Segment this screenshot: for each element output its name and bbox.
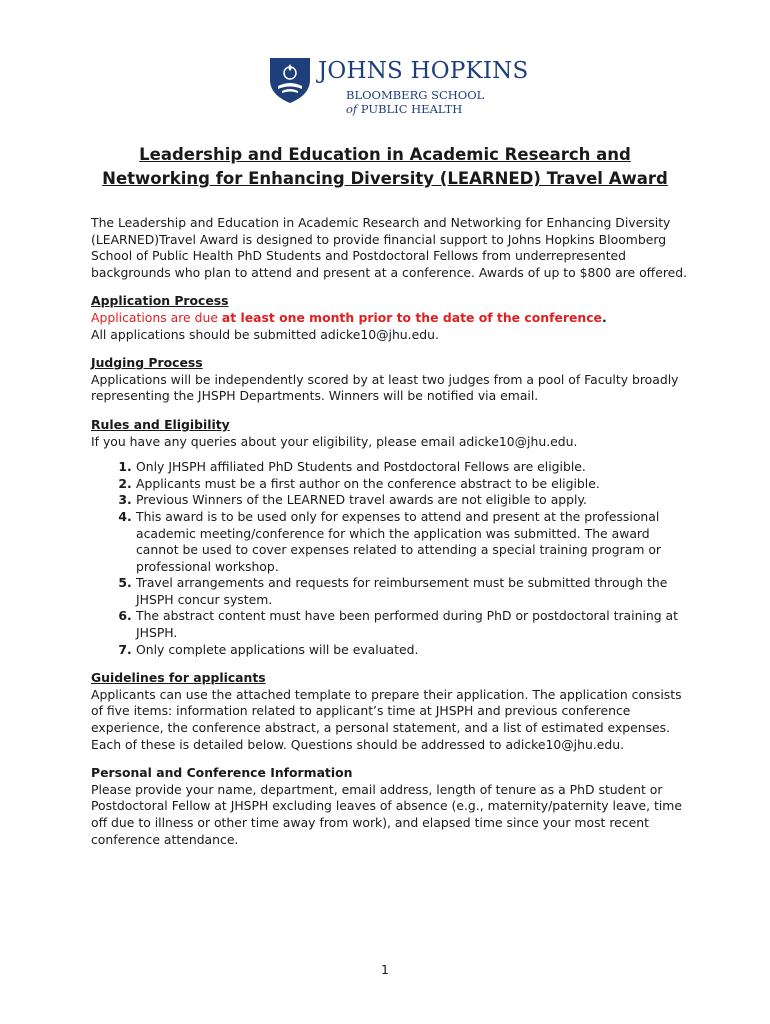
rules-intro: If you have any queries about your eligibility, please email adicke10@jhu.edu. xyxy=(91,433,578,449)
guidelines-text: Applicants can use the attached template to prepare their application. The application consists of five items: information related to applicant’s time at JHSPH and previous conference experience, the conference abstract, a personal statement, and a list of estimated expenses. Each of these is detailed below. Questions should be addressed to adicke10@jhu.edu. xyxy=(91,686,682,752)
due-period: . xyxy=(601,309,607,325)
document-body xyxy=(91,215,691,848)
application-due-text xyxy=(91,310,691,327)
logo-line-3 xyxy=(346,102,484,116)
personal-info-heading: Personal and Conference Information xyxy=(91,765,353,781)
rule-item: 3. Previous Winners of the LEARNED travel awards are not eligible to apply. xyxy=(136,492,691,509)
rules-list xyxy=(91,459,691,658)
logo-school-name xyxy=(346,88,484,116)
rule-item: 4. This award is to be used only for expenses to attend and present at the professional academic meeting/conference for which the application was submitted. The award cannot be used to cover expenses related to attending a special training program or professional workshop. xyxy=(136,509,691,575)
document-title: Leadership and Education in Academic Research and Networking for Enhancing Diversity (LEARNED) Travel Award xyxy=(102,145,668,188)
submission-text: All applications should be submitted adicke10@jhu.edu. xyxy=(91,326,439,342)
rule-item: 5. Travel arrangements and requests for reimbursement must be submitted through the JHSPH concur system. xyxy=(136,575,691,608)
logo-line-2: BLOOMBERG SCHOOL xyxy=(346,88,485,102)
logo-university-name: JOHNS HOPKINS xyxy=(318,58,529,84)
judging-process-text: Applications will be independently scored by at least two judges from a pool of Faculty broadly representing the JHSPH Departments. Winners will be notified via email. xyxy=(91,371,679,404)
jhsph-logo xyxy=(268,56,529,120)
due-deadline: at least one month prior to the date of the conference xyxy=(221,309,602,325)
judging-process-heading: Judging Process xyxy=(91,355,203,371)
rules-heading: Rules and Eligibility xyxy=(91,416,230,432)
intro-paragraph: The Leadership and Education in Academic Research and Networking for Enhancing Diversity (LEARNED)Travel Award is designed to provide financial support to Johns Hopkins Bloomberg School of Public Health PhD Students and Postdoctoral Fellows from underrepresented backgrounds who plan to attend and present at a conference. Awards of up to $800 are offered. xyxy=(91,215,688,280)
rule-item: 6. The abstract content must have been performed during PhD or postdoctoral training at JHSPH. xyxy=(136,608,691,641)
shield-icon xyxy=(268,56,312,104)
logo-of: of xyxy=(346,102,358,116)
rule-item: 2. Applicants must be a first author on the conference abstract to be eligible. xyxy=(136,476,691,493)
due-prefix: Applications are due xyxy=(91,309,222,325)
rule-item: 1. Only JHSPH affiliated PhD Students and Postdoctoral Fellows are eligible. xyxy=(136,459,691,476)
logo-public-health: PUBLIC HEALTH xyxy=(360,102,463,116)
rule-item: 7. Only complete applications will be evaluated. xyxy=(136,642,691,659)
personal-info-text: Please provide your name, department, email address, length of tenure as a PhD student or Postdoctoral Fellow at JHSPH excluding leaves of absence (e.g., maternity/paternity leave, time off due to illness or other time away from work), and elapsed time since your most recent conference attendance. xyxy=(91,781,682,847)
application-process-heading: Application Process xyxy=(91,293,229,309)
page-number: 1 xyxy=(381,962,389,977)
guidelines-heading: Guidelines for applicants xyxy=(91,670,266,686)
